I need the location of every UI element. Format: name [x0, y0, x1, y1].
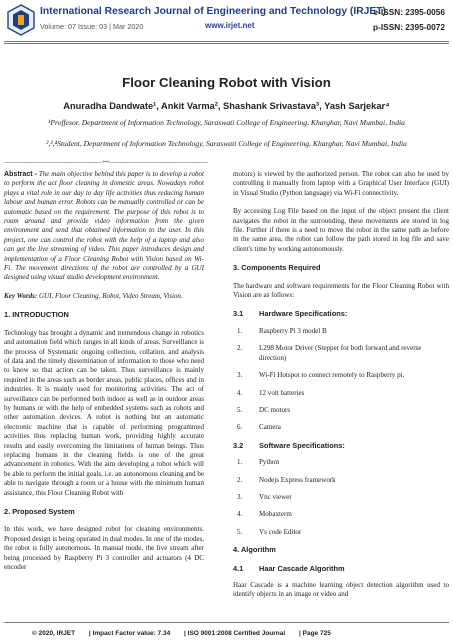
list-text: Python	[259, 458, 279, 467]
hardware-title: Hardware Specifications:	[259, 309, 348, 319]
list-number: 1.	[237, 326, 243, 335]
list-number: 1.	[237, 458, 243, 467]
list-number: 3.	[237, 492, 243, 501]
list-item	[233, 389, 449, 398]
heading-haar	[233, 564, 449, 573]
keywords	[4, 292, 204, 301]
journal-header	[0, 0, 453, 44]
right-column	[233, 170, 449, 609]
list-number: 4.	[237, 510, 243, 519]
heading-hardware	[233, 309, 449, 318]
list-item	[233, 406, 449, 415]
list-text: L298 Motor Driver (Stepper for both forward and reverse direction)	[259, 344, 422, 362]
list-number: 2.	[237, 475, 243, 484]
page-footer	[0, 630, 453, 637]
affiliation-1: ¹Proffesor, Department of Information Technology, Saraswati College of Engineering, Kharghar, Navi Mumbai, India	[48, 118, 405, 127]
list-item	[233, 344, 449, 363]
introduction-text: Technology has brought a dynamic and tremendous change in robotics and automation field which ranges in all kinds of areas. Surveillance is the process of Systematic ongoing collection, collation, and analysis of data and the timely dissemination of information to those who need to know so that action can be taken. Thus surveillance is mainly required in the areas such as border areas, public places, offices and in industries. It is mainly used for monitoring activities. The act of surveillance can be performed both indoor as well as in outdoor areas by humans or with the help of embedded systems such as robots and other automation devices. A robot is nothing but an automatic electronic machine that is capable of performing programmed activities thus replacing human work, providing highly accurate results and easily overcoming the limitations of human beings. Thus replacing humans in the cleaning fields is one of the great advancement in robotics. With the aim developing a robot which will be able to perform the initial goals, i.e. an autonomous cleaning and be able to navigate through a room or a house with the minimum human assistance, this Floor Cleaning Robot with	[4, 328, 204, 497]
right-paragraph-1: motors) is viewed by the authorized person. The robot can also be used by controlling it manually from laptop with a Graphical User Interface (GUI) in Visual Studio (Python language) via Wi-Fi connectivity.	[233, 170, 449, 197]
list-item	[233, 458, 449, 467]
list-item	[233, 528, 449, 537]
eissn: e-ISSN: 2395-0056	[373, 7, 445, 17]
heading-algorithm: 4. Algorithm	[233, 545, 276, 555]
hardware-number: 3.1	[233, 309, 244, 319]
haar-text: Haar Cascade is a machine learning object detection algorithm used to identify objects in an image or video and	[233, 580, 449, 599]
paper-title: Floor Cleaning Robot with Vision	[122, 75, 331, 90]
footer-page: | Page 725	[299, 630, 331, 637]
components-text: The hardware and software requirements for the Floor Cleaning Robot with Vision are as follows:	[233, 281, 449, 300]
list-text: Wi-Fi Hotspot to connect remotely to Raspberry pi.	[259, 371, 405, 380]
left-column	[4, 170, 204, 581]
proposed-system-text: In this work, we have designed robot for cleaning environments. Proposed design is being operated in dual modes. In one of the modes, the robot is fully autonomous. In manual mode, the live stream after being processed by Raspberry Pi 3 controller and actuators (4 DC encoder	[4, 525, 204, 572]
section-separator: ------------------------------------------------------------------------------***------------------------------------------------------------------------------	[4, 161, 208, 166]
abstract-label: Abstract -	[4, 171, 37, 178]
abstract-text: The main objective behind this paper is to develop a robot to perform the act floor cleaning in domestic areas. Nowadays robot plays a vital role in our day to day life activities thus reducing human labour and human error. Robots can be manually controlled or can be automatic based on the requirement. The purpose of this robot is to roam around and provide video information from the given environment and send that obtained information to the user. In this project, one can control the robot with the help of a laptop and also can get the live streaming of video. This paper introduces design and implementation of a Floor Cleaning Robot with Vision based on Wi-Fi. The movement directions of the robot are controlled by a GUI designed using visual studio development environment.	[4, 170, 204, 282]
journal-site[interactable]: www.irjet.net	[205, 21, 255, 30]
keywords-label: Key Words:	[4, 291, 38, 300]
heading-software	[233, 441, 449, 450]
footer-impact: | Impact Factor value: 7.34	[88, 630, 171, 637]
irjet-logo-icon	[7, 4, 35, 36]
list-number: 5.	[237, 405, 243, 414]
list-item	[233, 327, 449, 336]
footer-rule	[4, 622, 449, 623]
paper-authors: Anuradha Dandwate¹, Ankit Varma², Shashank Srivastava³, Yash Sarjekar⁴	[63, 101, 390, 111]
list-number: 3.	[237, 371, 243, 380]
heading-components: 3. Components Required	[233, 263, 321, 273]
list-item	[233, 476, 449, 485]
software-title: Software Specifications:	[259, 440, 345, 450]
header-rule	[4, 41, 449, 42]
abstract	[4, 170, 204, 283]
list-text: Vnc viewer	[259, 492, 292, 501]
list-text: Raspberry Pi 3 model B	[259, 326, 327, 335]
header-rule-2	[4, 43, 449, 44]
list-item	[233, 371, 449, 380]
heading-proposed-system: 2. Proposed System	[4, 507, 75, 516]
journal-name: International Research Journal of Engineering and Technology (IRJET)	[40, 6, 386, 17]
list-text: 12 volt batteries	[259, 388, 305, 397]
list-text: DC motors	[259, 405, 291, 414]
right-paragraph-2: By accessing Log File based on the input of the object present the client navigates the robot in the surrounding, these movements are stored in log file. Further if there is a need to move the robot in the same path as before in the same area, the robot can follow the path stored in log file and save client's time by working autonomously.	[233, 207, 449, 253]
keywords-text: GUI, Floor Cleaning, Robot, Video Stream, Vision.	[37, 291, 183, 300]
affiliation-2: ²,³,⁴Student, Department of Information Technology, Saraswati College of Engineering, Kharghar, Navi Mumbai, India	[46, 139, 407, 148]
list-number: 2.	[237, 344, 243, 353]
list-item	[233, 510, 449, 519]
software-number: 3.2	[233, 440, 244, 450]
heading-introduction: 1. INTRODUCTION	[4, 310, 69, 320]
list-text: Mobaxterm	[259, 510, 292, 519]
footer-iso: | ISO 9001:2008 Certified Journal	[184, 630, 286, 637]
list-number: 6.	[237, 423, 243, 432]
list-text: Vs code Editor	[259, 527, 302, 536]
list-item	[233, 493, 449, 502]
software-list	[233, 458, 449, 537]
pissn: p-ISSN: 2395-0072	[373, 22, 445, 32]
list-number: 5.	[237, 527, 243, 536]
hardware-list	[233, 327, 449, 433]
volume-issue: Volume: 07 Issue: 03 | Mar 2020	[40, 22, 144, 31]
haar-title: Haar Cascade Algorithm	[259, 563, 345, 573]
list-text: Camera	[259, 423, 281, 432]
footer-copyright: © 2020, IRJET	[32, 630, 76, 637]
list-number: 4.	[237, 388, 243, 397]
haar-number: 4.1	[233, 563, 244, 573]
list-item	[233, 423, 449, 432]
list-text: Nodejs Express framework	[259, 475, 336, 484]
